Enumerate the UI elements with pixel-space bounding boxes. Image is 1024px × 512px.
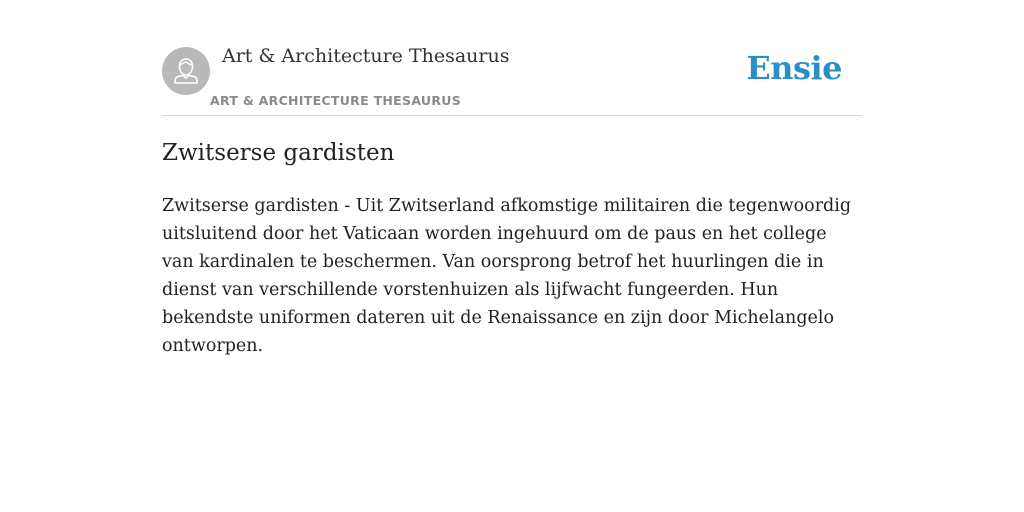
author-name[interactable]: Art & Architecture Thesaurus bbox=[222, 45, 510, 67]
user-silhouette-icon bbox=[162, 47, 210, 95]
card-header bbox=[162, 0, 862, 116]
brand-logo[interactable]: Ensie bbox=[746, 49, 842, 87]
avatar[interactable] bbox=[162, 47, 210, 95]
definition-card bbox=[162, 0, 862, 356]
page-title: Zwitserse gardisten bbox=[162, 140, 395, 166]
author-source-label: ART & ARCHITECTURE THESAURUS bbox=[210, 93, 462, 108]
definition-body: Zwitserse gardisten - Uit Zwitserland afkomstige militairen die tegenwoordig uitsluitend door het Vaticaan worden ingehuurd om de paus en het college van kardinalen te beschermen. Van oorsprong betrof het huurlingen die in dienst van verschillende vorstenhuizen als lijfwacht fungeerden. Hun bekendste uniformen dateren uit de Renaissance en zijn door Michelangelo ontworpen. bbox=[162, 196, 852, 356]
